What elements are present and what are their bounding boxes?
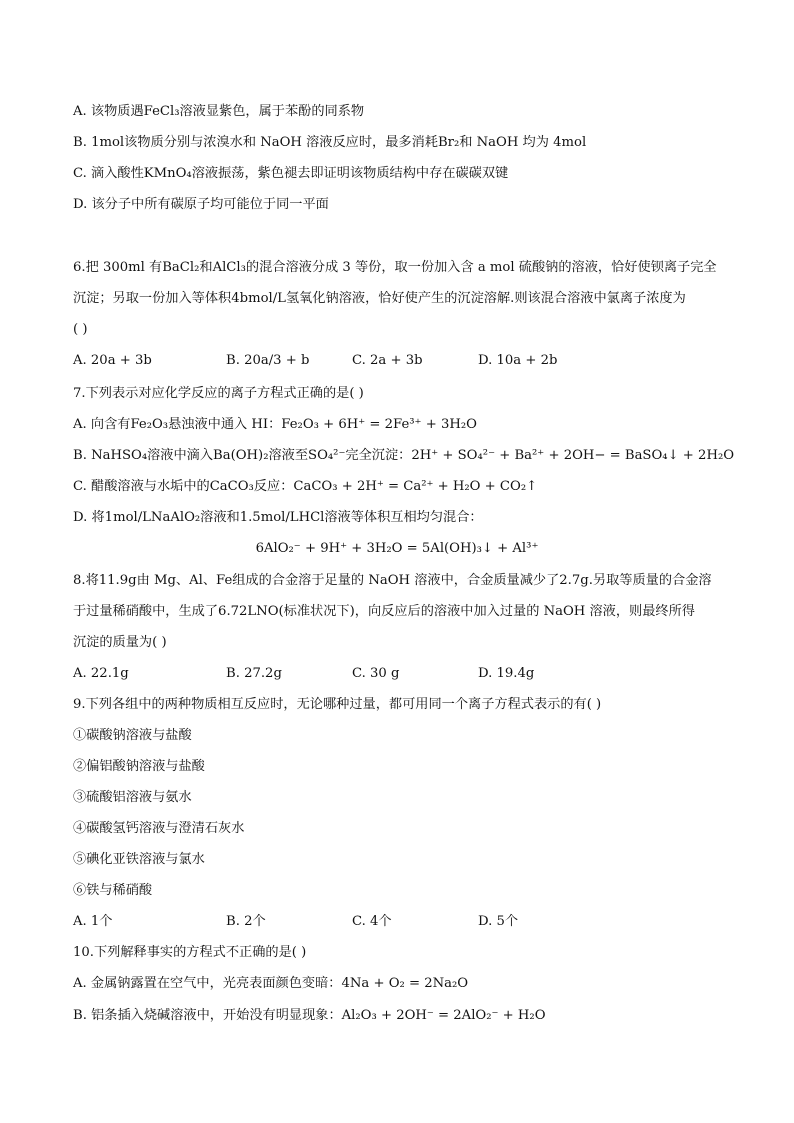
q8-option-b: B. 27.2g <box>226 666 282 681</box>
q6-option-b: B. 20a/3 + b <box>226 353 310 368</box>
q6-option-a: A. 20a + 3b <box>73 353 152 368</box>
q8-option-a: A. 22.1g <box>73 666 129 681</box>
q10-stem: 10.下列解释事实的方程式不正确的是( ) <box>73 945 307 960</box>
q9-item-5: ⑤碘化亚铁溶液与氯水 <box>73 852 205 867</box>
q10-option-b: B. 铝条插入烧碱溶液中，开始没有明显现象：Al₂O₃ + 2OH⁻ = 2AlO₂⁻ + H₂O <box>73 1008 546 1023</box>
q6-option-d: D. 10a + 2b <box>478 353 558 368</box>
q9-option-a: A. 1个 <box>73 914 113 929</box>
q8-option-d: D. 19.4g <box>478 666 535 681</box>
q6-stem-line3: ( ) <box>73 322 88 337</box>
q9-item-4: ④碳酸氢钙溶液与澄清石灰水 <box>73 821 245 836</box>
q6-option-c: C. 2a + 3b <box>352 353 423 368</box>
q7-option-a: A. 向含有Fe₂O₃悬浊液中通入 HI：Fe₂O₃ + 6H⁺ = 2Fe³⁺ + 3H₂O <box>73 417 477 432</box>
q5-option-a: A. 该物质遇FeCl₃溶液显紫色，属于苯酚的同系物 <box>73 104 365 119</box>
q9-option-b: B. 2个 <box>226 914 266 929</box>
q5-option-b: B. 1mol该物质分别与浓溴水和 NaOH 溶液反应时，最多消耗Br₂和 NaOH 均为 4mol <box>73 135 587 150</box>
q9-item-2: ②偏铝酸钠溶液与盐酸 <box>73 759 205 774</box>
q7-option-c: C. 醋酸溶液与水垢中的CaCO₃反应：CaCO₃ + 2H⁺ = Ca²⁺ + H₂O + CO₂↑ <box>73 479 538 494</box>
q9-item-6: ⑥铁与稀硝酸 <box>73 883 153 898</box>
q8-stem-line1: 8.将11.9g由 Mg、Al、Fe组成的合金溶于足量的 NaOH 溶液中，合金质量减少了2.7g.另取等质量的合金溶 <box>73 573 712 588</box>
q9-item-1: ①碳酸钠溶液与盐酸 <box>73 728 192 743</box>
q8-stem-line3: 沉淀的质量为( ) <box>73 635 167 650</box>
q7-stem: 7.下列表示对应化学反应的离子方程式正确的是( ) <box>73 386 364 401</box>
q5-option-d: D. 该分子中所有碳原子均可能位于同一平面 <box>73 197 329 212</box>
q6-stem-line2: 沉淀；另取一份加入等体积4bmol/L氢氧化钠溶液，恰好使产生的沉淀溶解.则该混合溶液中氯离子浓度为 <box>73 291 686 306</box>
q9-option-c: C. 4个 <box>352 914 392 929</box>
q8-stem-line2: 于过量稀硝酸中，生成了6.72LNO(标准状况下)，向反应后的溶液中加入过量的 NaOH 溶液，则最终所得 <box>73 604 695 619</box>
q7-option-d: D. 将1mol/LNaAlO₂溶液和1.5mol/LHCl溶液等体积互相均匀混合： <box>73 510 483 525</box>
q9-item-3: ③硫酸铝溶液与氨水 <box>73 790 192 805</box>
q7-option-b: B. NaHSO₄溶液中滴入Ba(OH)₂溶液至SO₄²⁻完全沉淀：2H⁺ + SO₄²⁻ + Ba²⁺ + 2OH− = BaSO₄↓ + 2H₂O <box>73 448 735 463</box>
q9-option-d: D. 5个 <box>478 914 519 929</box>
q7-option-d-equation: 6AlO₂⁻ + 9H⁺ + 3H₂O = 5Al(OH)₃↓ + Al³⁺ <box>255 541 539 556</box>
q5-option-c: C. 滴入酸性KMnO₄溶液振荡，紫色褪去即证明该物质结构中存在碳碳双键 <box>73 166 509 181</box>
q6-stem-line1: 6.把 300ml 有BaCl₂和AlCl₃的混合溶液分成 3 等份，取一份加入含 a mol 硫酸钠的溶液，恰好使钡离子完全 <box>73 260 717 275</box>
q9-stem: 9.下列各组中的两种物质相互反应时，无论哪种过量，都可用同一个离子方程式表示的有( ) <box>73 697 602 712</box>
q8-option-c: C. 30 g <box>352 666 400 681</box>
q10-option-a: A. 金属钠露置在空气中，光亮表面颜色变暗：4Na + O₂ = 2Na₂O <box>73 976 469 991</box>
